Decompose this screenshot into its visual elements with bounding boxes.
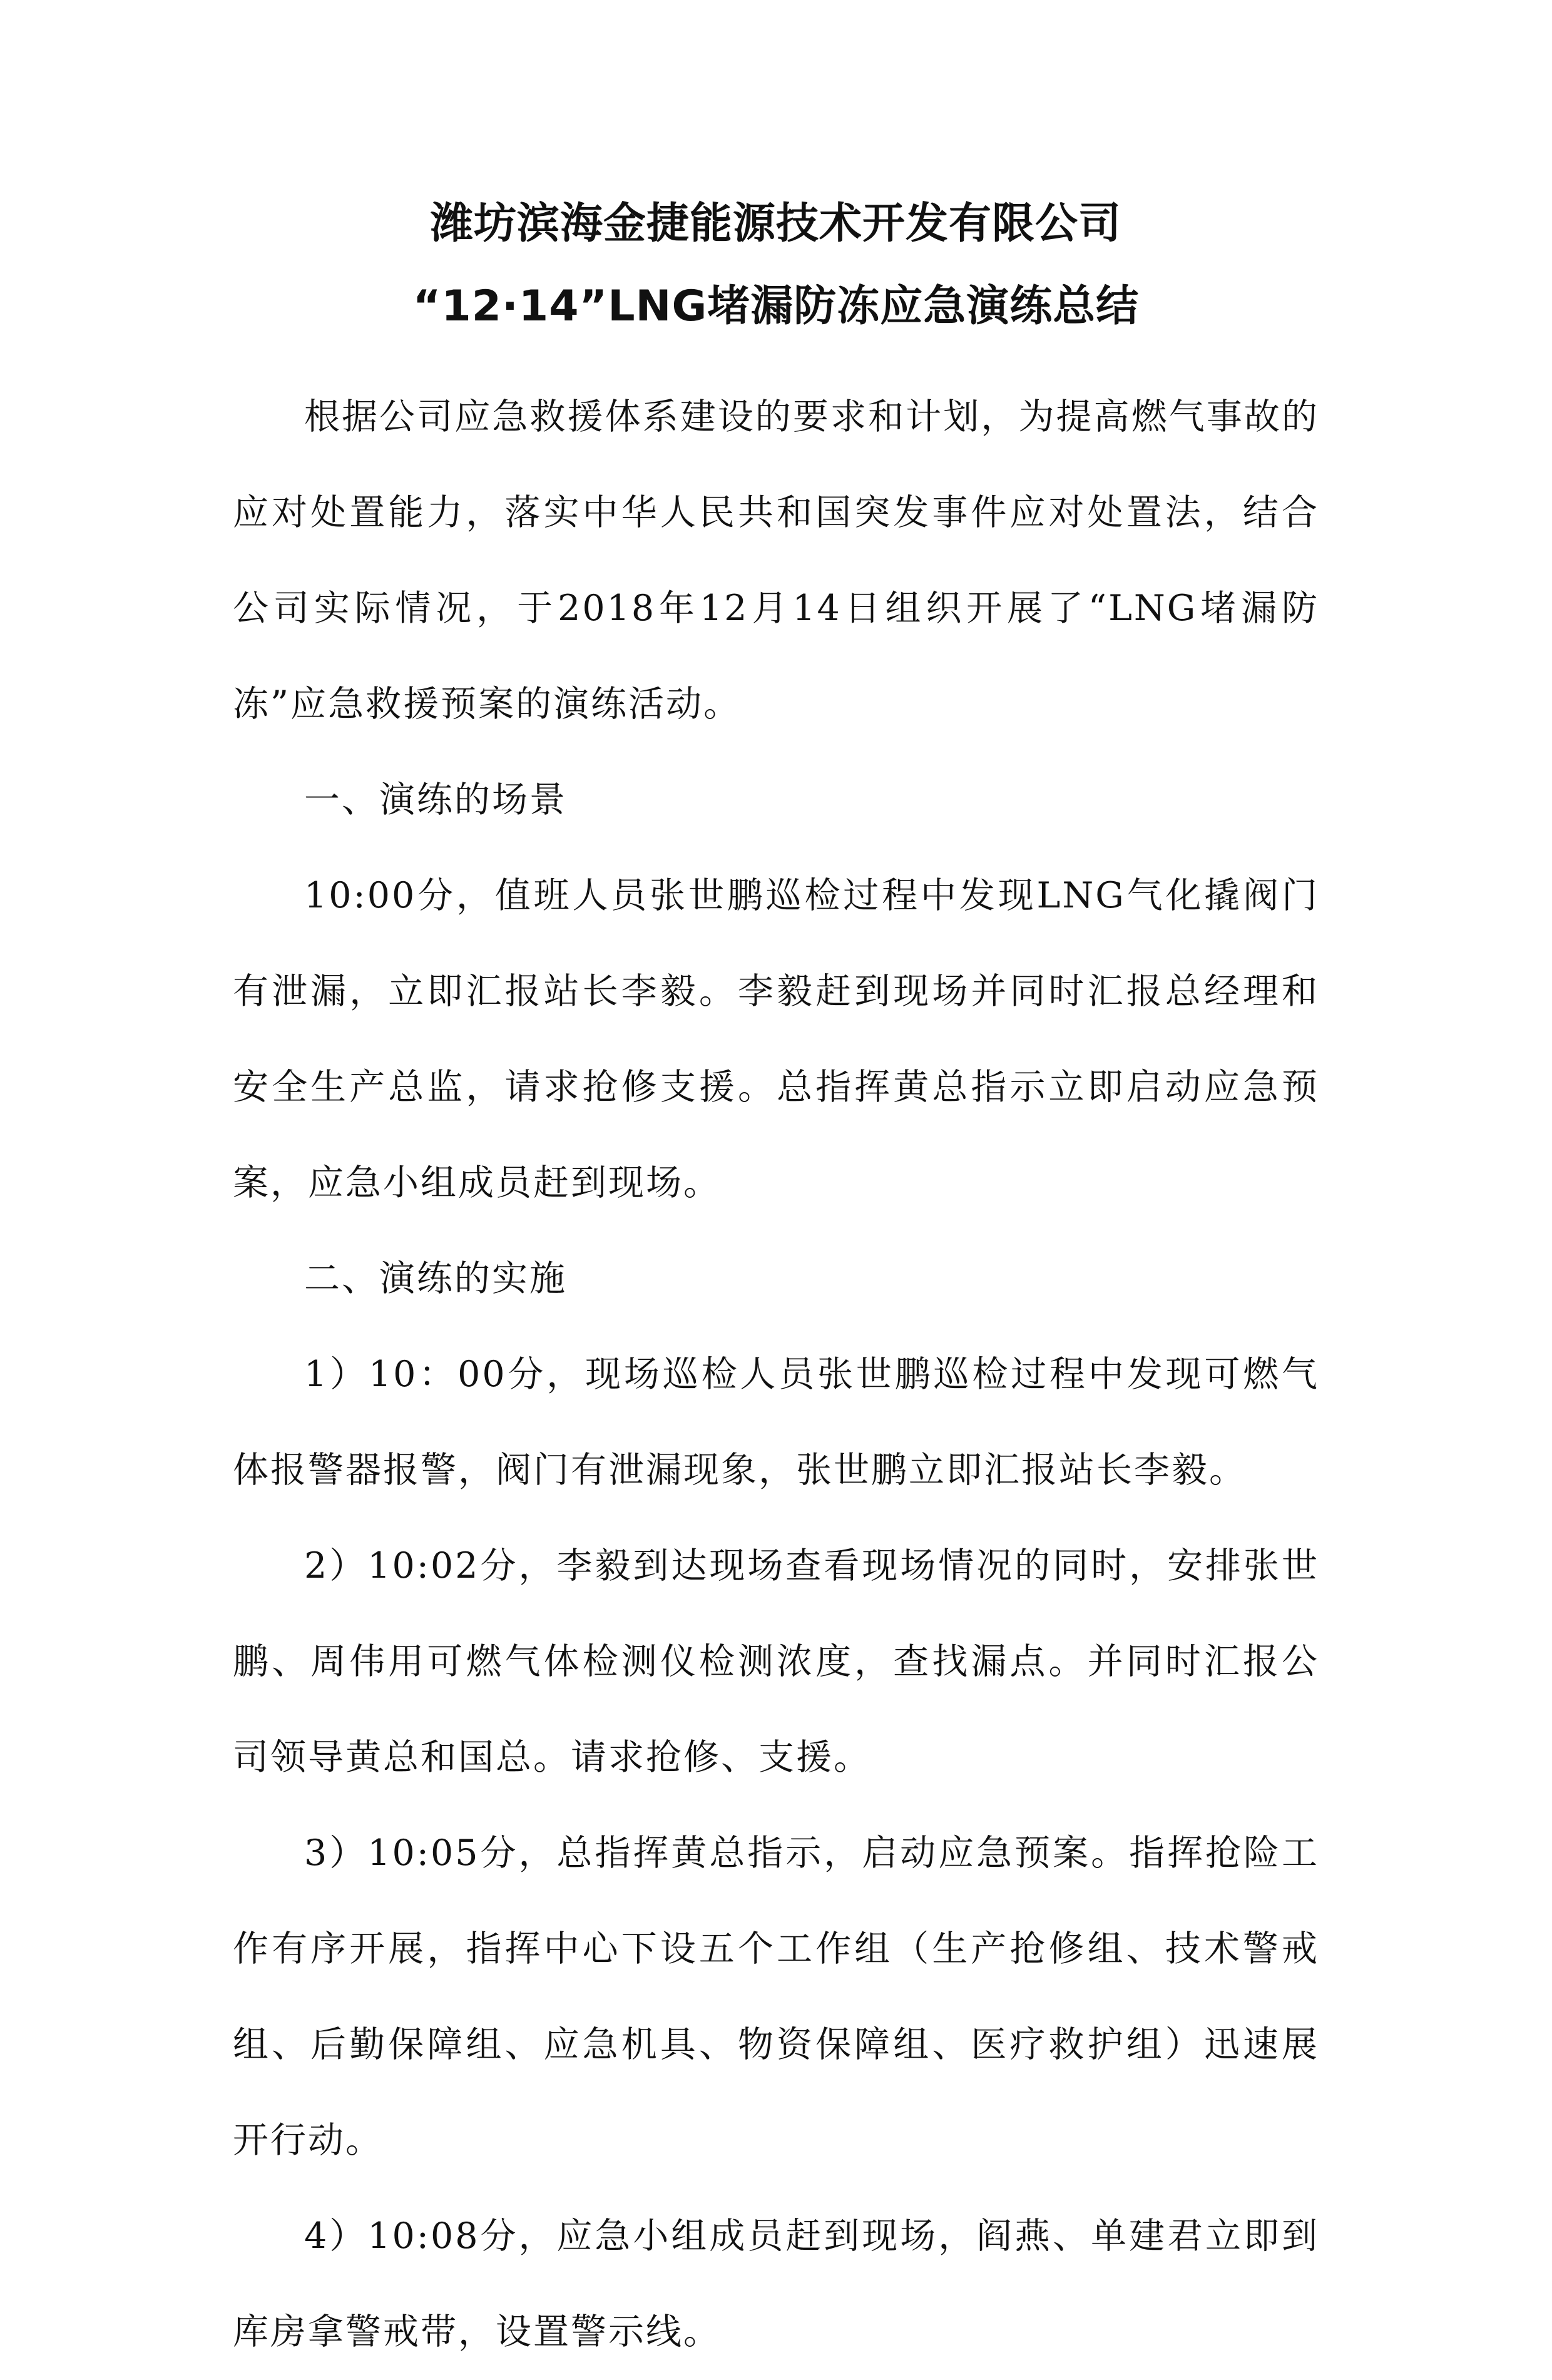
- document-body: [233, 369, 1319, 2380]
- section-heading-implementation: 二、演练的实施: [304, 1258, 567, 1299]
- scenario-paragraph: 10:00分，值班人员张世鹏巡检过程中发现LNG气化撬阀门有泄漏，立即汇报站长李毅。李毅赶到现场并同时汇报总经理和安全生产总监，请求抢修支援。总指挥黄总指示立即启动应急预案，应急小组成员赶到现场。: [233, 875, 1319, 1203]
- report-title: “12·14”LNG堵漏防冻应急演练总结: [412, 282, 1140, 331]
- company-title: 潍坊滨海金捷能源技术开发有限公司: [430, 199, 1121, 248]
- step-paragraph-3: 3）10:05分，总指挥黄总指示，启动应急预案。指挥抢险工作有序开展，指挥中心下设五个工作组（生产抢修组、技术警戒组、后勤保障组、应急机具、物资保障组、医疗救护组）迅速展开行动。: [233, 1832, 1319, 2161]
- section-heading-scenario: 一、演练的场景: [304, 779, 567, 820]
- step-paragraph-4: 4）10:08分，应急小组成员赶到现场，阎燕、单建君立即到库房拿警戒带，设置警示线。: [233, 2215, 1319, 2352]
- step-paragraph-2: 2）10:02分，李毅到达现场查看现场情况的同时，安排张世鹏、周伟用可燃气体检测仪检测浓度，查找漏点。并同时汇报公司领导黄总和国总。请求抢修、支援。: [233, 1545, 1319, 1778]
- intro-paragraph: 根据公司应急救援体系建设的要求和计划，为提高燃气事故的应对处置能力，落实中华人民共和国突发事件应对处置法，结合公司实际情况，于2018年12月14日组织开展了“LNG堵漏防冻”应急救援预案的演练活动。: [233, 396, 1319, 725]
- step-paragraph-1: 1）10：00分，现场巡检人员张世鹏巡检过程中发现可燃气体报警器报警，阀门有泄漏现象，张世鹏立即汇报站长李毅。: [233, 1354, 1319, 1491]
